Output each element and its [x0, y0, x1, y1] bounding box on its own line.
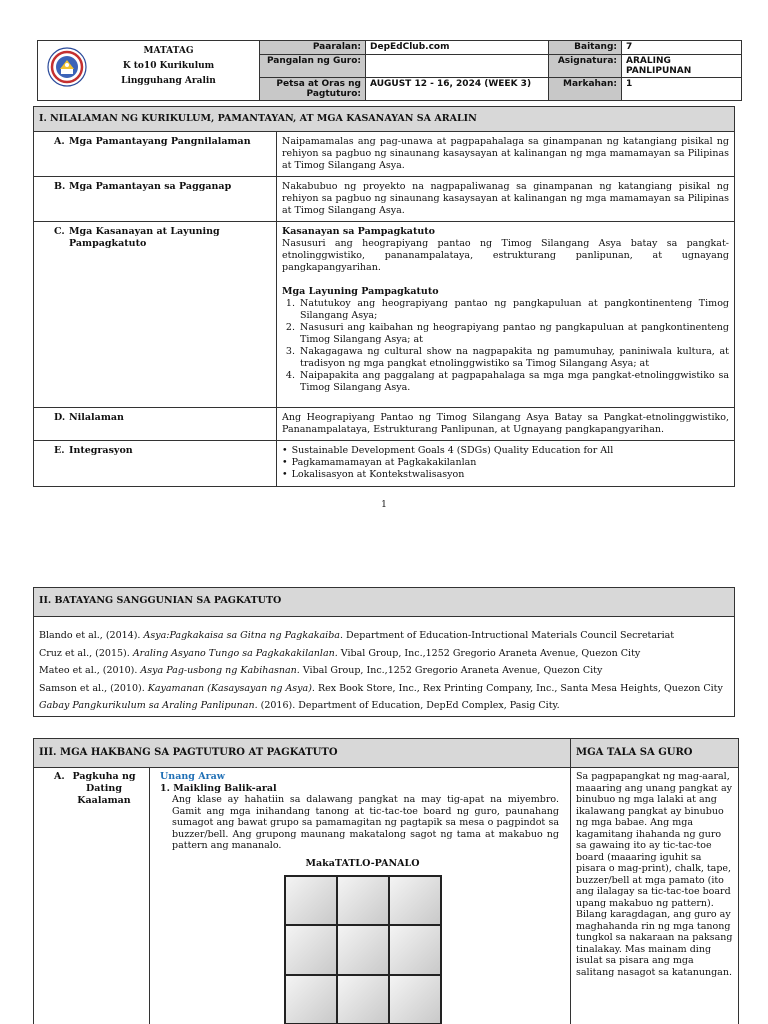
step-heading: 1. Maikling Balik-aral: [160, 782, 277, 794]
board-cell: [338, 976, 388, 1023]
markahan-value: 1: [622, 78, 742, 101]
board-cell: [338, 877, 388, 924]
title-kurikulum: K to10 Kurikulum: [122, 61, 215, 71]
paaralan-label: Paaralan:: [260, 41, 366, 55]
baitang-value: 7: [622, 41, 742, 55]
baitang-label: Baitang:: [549, 41, 622, 55]
layunin-subheading: Mga Layuning Pampagkatuto: [282, 286, 439, 297]
game-title: MakaTATLO-PANALO: [305, 857, 420, 869]
reference-item: Samson et al., (2010). Kayamanan (Kasaysayan ng Asya). Rex Book Store, Inc., Rex Printing Company, Inc., Santa Mesa Heights, Quezon City: [39, 682, 723, 694]
petsa-value: AUGUST 12 - 16, 2024 (WEEK 3): [366, 78, 549, 101]
section-2-title: II. BATAYANG SANGGUNIAN SA PAGKATUTO: [34, 588, 734, 617]
list-item: 3. Nakagagawa ng cultural show na nagpapakita ng pamumuhay, paniniwala kultura, at tradisyon ng mga pangkat etnolinggwistiko sa Timog Silangang Asya; at: [298, 346, 729, 370]
step-text: Ang klase ay hahatiin sa dalawang pangkat na may tig-apat na miyembro. Gamit ang mga inihandang tanong at tic-tac-toe board ng guro, paunahang sumagot ang bawat grupo sa pamamagitan ng pagtapik sa mesa o pagpindot sa buzzer/bell. Ang grupong maunang makatalong sagot ng tama at makabuo ng pattern ang mananalo.: [172, 794, 559, 851]
list-item: 2. Nasusuri ang kaibahan ng heograpiyang pantao ng pangkapuluan at pangkontinenteng Timog Silangang Asya; at: [298, 322, 729, 346]
list-item: 4. Naipapakita ang paggalang at pagpapahalaga sa mga mga pangkat-etnolinggwistiko sa Timog Silangang Asya.: [298, 370, 729, 394]
paaralan-value: DepEdClub.com: [366, 41, 549, 55]
reference-item: Gabay Pangkurikulum sa Araling Panlipunan. (2016). Department of Education, DepEd Complex, Pasig City.: [39, 700, 560, 711]
references-list: [34, 617, 734, 715]
page-number: 1: [381, 500, 387, 510]
board-cell: [390, 877, 440, 924]
row-d-text: Ang Heograpiyang Pantao ng Timog Silangang Asya Batay sa Pangkat-etnolinggwistiko, Pananampalataya, Estrukturang Panlipunan, at Ugnayang pangkapangyarihan.: [277, 408, 735, 441]
markahan-label: Markahan:: [549, 78, 622, 101]
section-3-title: III. MGA HAKBANG SA PAGTUTURO AT PAGKATUTO: [34, 739, 571, 768]
list-item: 1. Natutukoy ang heograpiyang pantao ng pangkapuluan at pangkontinenteng Timog Silangang Asya;: [298, 298, 729, 322]
row-c-content: [277, 222, 735, 408]
guro-label: Pangalan ng Guro:: [260, 55, 366, 78]
row-a-text: Naipamamalas ang pag-unawa at pagpapahalaga sa ginampanan ng katangiang pisikal ng rehiyon sa pagbuo ng sinaunang kasaysayan at kalinangan ng mga mamamayan sa Pilipinas at Timog Silangang Asya.: [277, 132, 735, 177]
row-e-label: E. Integrasyon: [34, 441, 277, 487]
board-cell: [390, 976, 440, 1023]
petsa-label: Petsa at Oras ng Pagtuturo:: [260, 78, 366, 101]
section-1-title: I. NILALAMAN NG KURIKULUM, PAMANTAYAN, AT MGA KASANAYAN SA ARALIN: [34, 107, 735, 132]
kasanayan-subheading: Kasanayan sa Pampagkatuto: [282, 226, 435, 237]
notes-title: MGA TALA SA GURO: [571, 739, 739, 768]
title-matatag: MATATAG: [143, 46, 194, 56]
row-d-label: D. Nilalaman: [34, 408, 277, 441]
reference-item: Cruz et al., (2015). Araling Asyano Tungo sa Pagkakakilanlan. Vibal Group, Inc.,1252 Gregorio Araneta Avenue, Quezon City: [39, 647, 641, 659]
day-label: Unang Araw: [160, 771, 225, 782]
row-a-label: A. Mga Pamantayang Pangnilalaman: [34, 132, 277, 177]
board-cell: [390, 926, 440, 973]
board-cell: [338, 926, 388, 973]
header-table: [37, 40, 742, 101]
board-cell: [286, 926, 336, 973]
kasanayan-text: Nasusuri ang heograpiyang pantao ng Timog Silangang Asya batay sa pangkat-etnolinggwistiko, pananampalataya, estrukturang panlipunan, at ugnayang pangkapangyarihan.: [282, 238, 729, 273]
row-b-text: Nakabubuo ng proyekto na nagpapaliwanag sa ginampanan ng katangiang pisikal ng rehiyon sa pagbuo ng sinaunang kasaysayan at kalinangan ng mga mamamayan sa Pilipinas at Timog Silangang Asya.: [277, 177, 735, 222]
list-item: • Sustainable Development Goals 4 (SDGs) Quality Education for All: [282, 445, 729, 457]
reference-item: Mateo et al., (2010). Asya Pag-usbong ng Kabihasnan. Vibal Group, Inc.,1252 Gregorio Araneta Avenue, Quezon City: [39, 665, 603, 676]
integrasyon-list: [282, 445, 729, 481]
asignatura-value: ARALING PANLIPUNAN: [622, 55, 742, 78]
list-item: • Pagkamamamayan at Pagkakakilanlan: [282, 457, 729, 469]
section-2: [33, 587, 735, 717]
deped-seal-icon: [47, 47, 87, 87]
row-a-label: A. Pagkuha ng Dating Kaalaman: [34, 768, 150, 1024]
section-3-table: [33, 738, 739, 1024]
header-title-cell: [38, 41, 260, 101]
row-b-label: B. Mga Pamantayan sa Pagganap: [34, 177, 277, 222]
asignatura-label: Asignatura:: [549, 55, 622, 78]
reference-item: Blando et al., (2014). Asya:Pagkakaisa sa Gitna ng Pagkakaiba. Department of Education-Intructional Materials Council Secretariat: [39, 630, 675, 641]
list-item: • Lokalisasyon at Kontekstwalisasyon: [282, 469, 729, 481]
lesson-content: [150, 768, 571, 1024]
teacher-notes: Sa pagpapangkat ng mag-aaral, maaaring ang unang pangkat ay binubuo ng mga lalaki at ang ikalawang pangkat ay binubuo ng mga babae. Ang mga kagamitang ihahanda ng guro sa gawaing ito ay tic-tac-toe board (maaaring iguhit sa pisara o mag-print), chalk, tape, buzzer/bell at mga pamato (ito ang ilalagay sa tic-tac-toe board upang makabuo ng pattern). Bilang karagdagan, ang guro ay maghahanda rin ng mga tanong tungkol sa nakaraan na paksang tinalakay. Mas mainam ding isulat sa pisara ang mga salitang nasagot sa katanungan.: [571, 768, 739, 1024]
layunin-list: [282, 298, 729, 394]
tic-tac-toe-board: [284, 875, 442, 1024]
section-1-table: [33, 106, 735, 487]
board-cell: [286, 976, 336, 1023]
board-cell: [286, 877, 336, 924]
row-e-content: [277, 441, 735, 487]
row-c-label: C. Mga Kasanayan at Layuning Pampagkatuto: [34, 222, 277, 408]
title-lingguhang: Lingguhang Aralin: [121, 76, 216, 86]
guro-value: [366, 55, 549, 78]
